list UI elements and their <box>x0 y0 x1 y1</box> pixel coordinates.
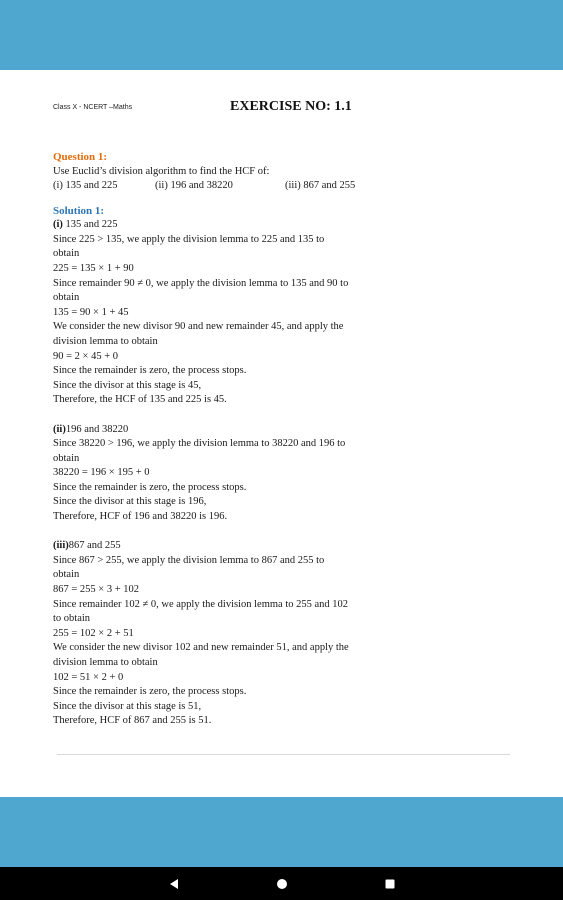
solution-line: 90 = 2 × 45 + 0 <box>53 350 119 362</box>
part-heading <box>53 539 523 554</box>
option-i: (i) 135 and 225 <box>53 180 118 192</box>
solution-line: 102 = 51 × 2 + 0 <box>53 671 124 683</box>
solution-line: obtain <box>53 248 80 260</box>
solution-line: Since the remainder is zero, the process stops. <box>53 686 247 698</box>
solution-line: 255 = 102 × 2 + 51 <box>53 627 134 639</box>
solution-line: Since remainder 102 ≠ 0, we apply the division lemma to 255 and 102 <box>53 598 349 610</box>
page-divider <box>57 754 510 755</box>
spacer <box>53 525 523 540</box>
solution-heading: Solution 1: <box>53 204 105 217</box>
solution-line: Therefore, HCF of 196 and 38220 is 196. <box>53 511 228 523</box>
solution-line: obtain <box>53 569 80 581</box>
option-ii: (ii) 196 and 38220 <box>155 180 233 192</box>
solution-line: obtain <box>53 452 80 464</box>
bottom-banner <box>0 797 563 867</box>
solution-line: 135 = 90 × 1 + 45 <box>53 306 129 318</box>
solution-line: Since the remainder is zero, the process stops. <box>53 481 247 493</box>
part-marker: (ii) <box>53 423 66 435</box>
solution-line: obtain <box>53 292 80 304</box>
back-icon[interactable] <box>166 876 182 892</box>
solution-line: Therefore, the HCF of 135 and 225 is 45. <box>53 394 227 406</box>
document-page <box>53 96 523 729</box>
part-title: 135 and 225 <box>62 219 118 231</box>
part-title: 867 and 255 <box>68 540 121 552</box>
solution-line: Since 38220 > 196, we apply the division lemma to 38220 and 196 to <box>53 438 346 450</box>
solution-line: 38220 = 196 × 195 + 0 <box>53 467 150 479</box>
solution-part-iii <box>53 539 523 729</box>
solution-line: Since 867 > 255, we apply the division lemma to 867 and 255 to <box>53 554 325 566</box>
solution-part-ii <box>53 423 523 525</box>
solution-line: Since the divisor at this stage is 51, <box>53 700 202 712</box>
question-options <box>53 179 523 194</box>
part-marker: (iii) <box>53 540 69 552</box>
top-app-bar <box>0 0 563 70</box>
solution-line: Since the remainder is zero, the process stops. <box>53 365 247 377</box>
question-text: Use Euclid’s division algorithm to find the HCF of: <box>53 165 270 177</box>
home-icon[interactable] <box>274 876 290 892</box>
solution-line: Therefore, HCF of 867 and 255 is 51. <box>53 715 212 727</box>
part-heading <box>53 218 523 233</box>
part-marker: (i) <box>53 219 63 231</box>
option-iii: (iii) 867 and 255 <box>285 180 356 192</box>
exercise-title: EXERCISE NO: 1.1 <box>230 99 352 114</box>
question-heading: Question 1: <box>53 151 108 163</box>
solution-line: Since 225 > 135, we apply the division lemma to 225 and 135 to <box>53 233 325 245</box>
part-title: 196 and 38220 <box>65 423 129 435</box>
spacer <box>53 408 523 423</box>
solution-line: division lemma to obtain <box>53 335 158 347</box>
solution-line: Since the divisor at this stage is 45, <box>53 379 202 391</box>
solution-line: to obtain <box>53 613 91 625</box>
solution-line: Since the divisor at this stage is 196, <box>53 496 207 508</box>
part-heading <box>53 423 523 438</box>
solution-line: We consider the new divisor 102 and new remainder 51, and apply the <box>53 642 349 654</box>
solution-line: We consider the new divisor 90 and new remainder 45, and apply the <box>53 321 344 333</box>
solution-line: 867 = 255 × 3 + 102 <box>53 584 140 596</box>
page-header <box>53 96 523 120</box>
class-label: Class X - NCERT –Maths <box>53 104 133 111</box>
recents-icon[interactable] <box>382 876 398 892</box>
solution-line: Since remainder 90 ≠ 0, we apply the division lemma to 135 and 90 to <box>53 277 349 289</box>
system-navigation-bar <box>0 867 563 900</box>
solution-line: division lemma to obtain <box>53 657 158 668</box>
solution-part-i <box>53 218 523 408</box>
solution-line: 225 = 135 × 1 + 90 <box>53 262 134 274</box>
